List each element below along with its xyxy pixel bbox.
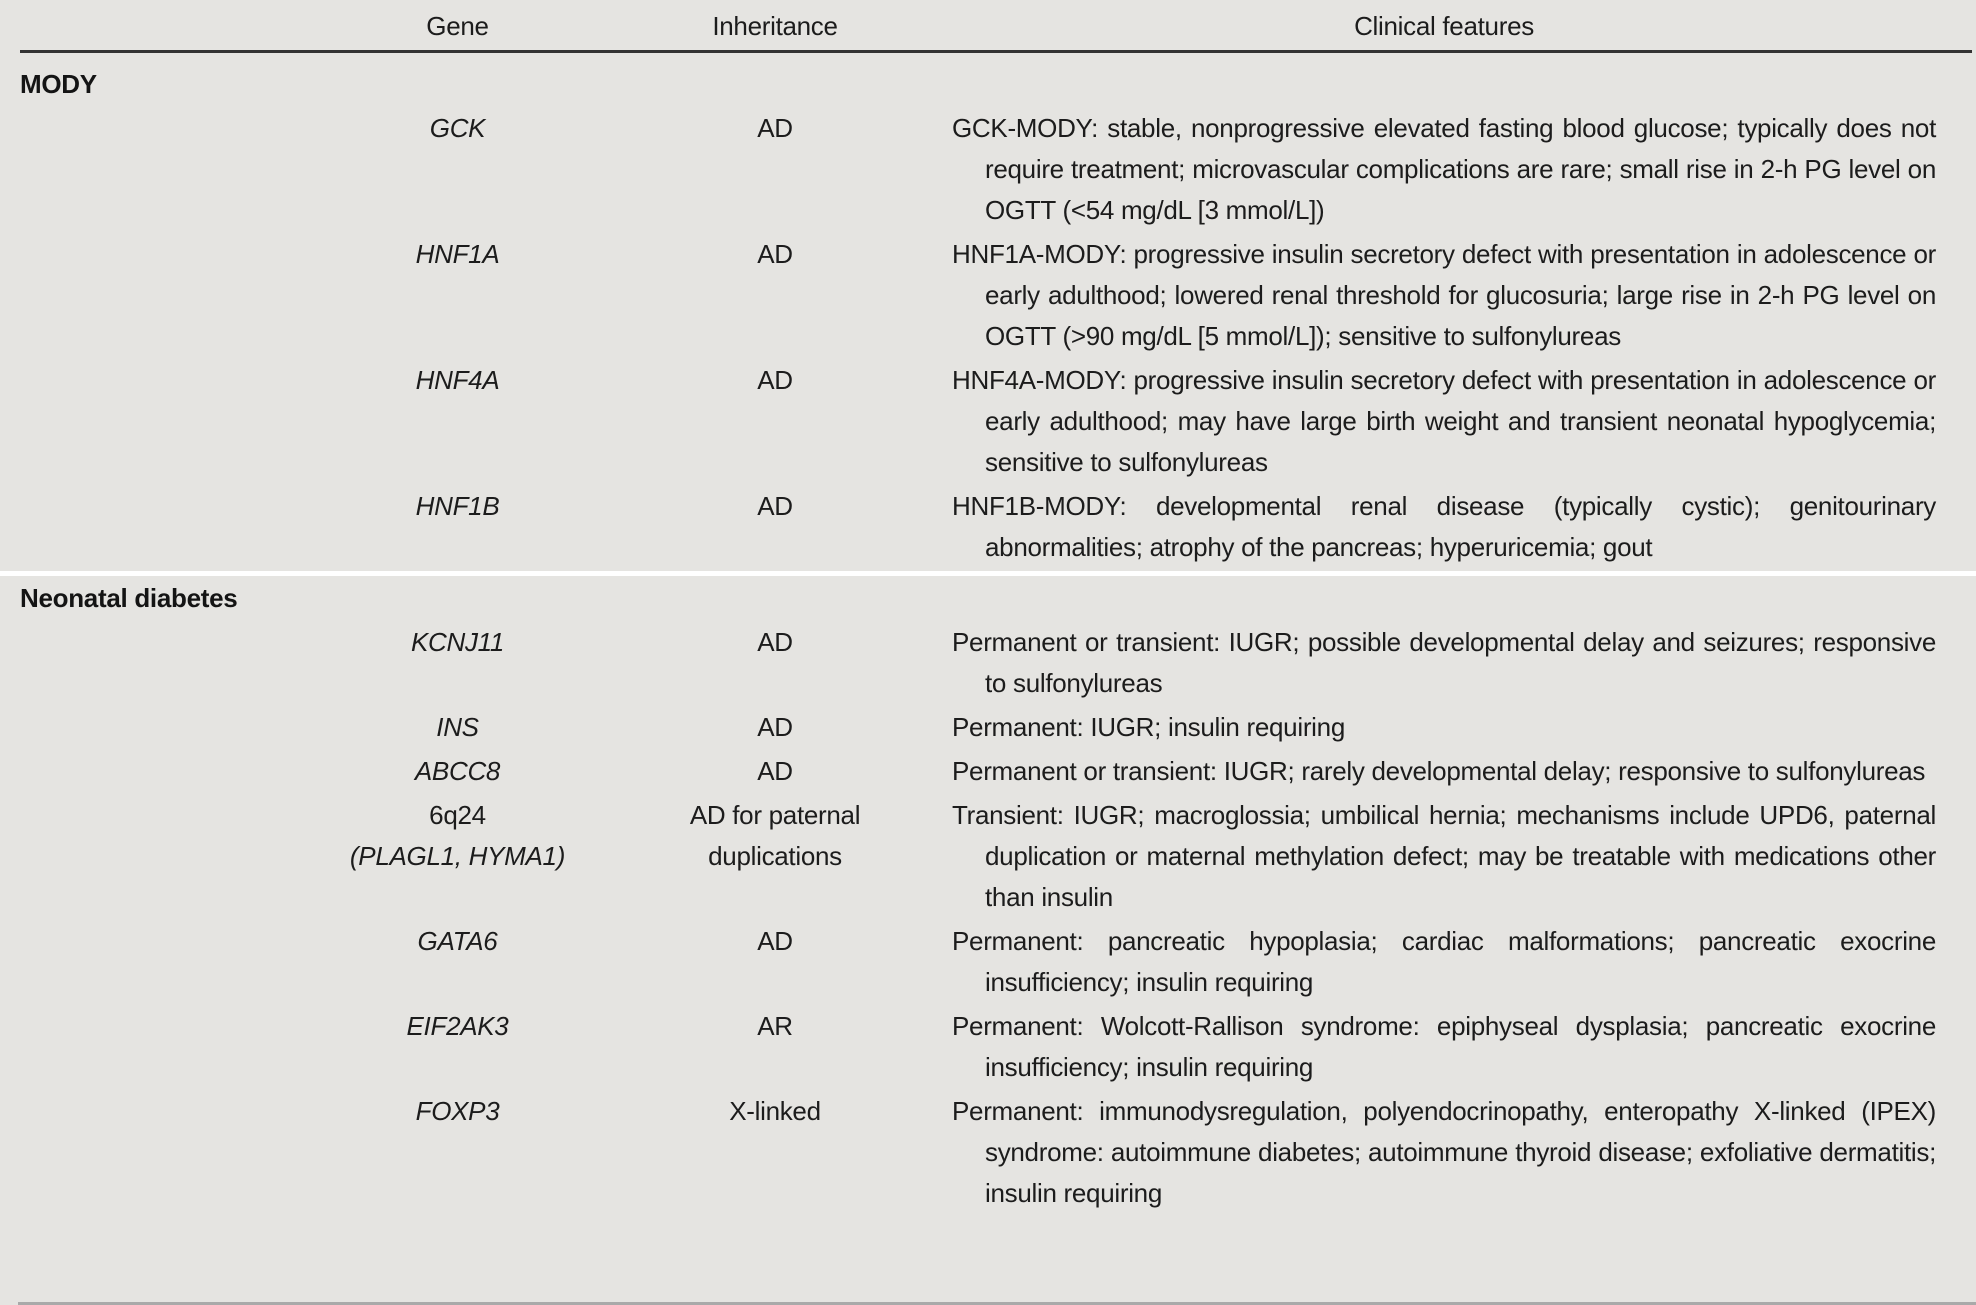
gene-cell (240, 622, 675, 704)
column-header-clinical-features: Clinical features (1354, 11, 1534, 41)
inheritance-cell: AD (757, 712, 793, 742)
section-rows (0, 108, 1976, 568)
inheritance-cell: AD (757, 926, 793, 956)
clinical-cell: Permanent: IUGR; insulin requiring (952, 712, 1345, 742)
table-row (0, 707, 1976, 748)
gene-name: EIF2AK3 (406, 1011, 509, 1041)
gene-name: ABCC8 (414, 756, 501, 786)
clinical-cell: Permanent or transient: IUGR; rarely developmental delay; responsive to sulfonylureas (952, 756, 1926, 786)
gene-cell (240, 795, 675, 918)
inheritance-cell: AD for paternal duplications (689, 800, 861, 871)
table-row (0, 622, 1976, 704)
table-row (0, 108, 1976, 231)
table-row (0, 1006, 1976, 1088)
clinical-cell: HNF4A-MODY: progressive insulin secretory defect with presentation in adolescence or early adulthood; may have large birth weight and transient neonatal hypoglycemia; sensitive to sulfonylureas (952, 365, 1936, 477)
table-row (0, 486, 1976, 568)
table-row (0, 234, 1976, 357)
gene-name: HNF4A (415, 365, 500, 395)
gene-name: KCNJ11 (410, 627, 505, 657)
clinical-cell: HNF1A-MODY: progressive insulin secretory defect with presentation in adolescence or early adulthood; lowered renal threshold for glucosuria; large rise in 2-h PG level on OGTT (>90 mg/dL [5 mmol/L]); sensitive to sulfonylureas (952, 239, 1936, 351)
table-row (0, 921, 1976, 1003)
gene-cell (240, 360, 675, 483)
gene-cell (240, 234, 675, 357)
gene-name: GCK (429, 113, 486, 143)
table-section (0, 64, 1976, 568)
column-header-inheritance: Inheritance (712, 11, 838, 41)
section-title: MODY (20, 69, 97, 99)
gene-name: 6q24 (429, 800, 486, 830)
gene-cell (240, 108, 675, 231)
table-section (0, 571, 1976, 1214)
inheritance-cell: AD (757, 239, 793, 269)
inheritance-cell: X-linked (729, 1096, 821, 1126)
table-row (0, 795, 1976, 918)
gene-cell (240, 1091, 675, 1214)
clinical-cell: Permanent: Wolcott-Rallison syndrome: epiphyseal dysplasia; pancreatic exocrine insufficiency; insulin requiring (952, 1011, 1936, 1082)
clinical-cell: Permanent: immunodysregulation, polyendocrinopathy, enteropathy X-linked (IPEX) syndrome: autoimmune diabetes; autoimmune thyroid disease; exfoliative dermatitis; insulin requiring (952, 1096, 1936, 1208)
gene-cell (240, 707, 675, 748)
inheritance-cell: AD (757, 365, 793, 395)
table-row (0, 751, 1976, 792)
inheritance-cell: AD (757, 113, 793, 143)
gene-name: HNF1B (415, 491, 500, 521)
clinical-cell: GCK-MODY: stable, nonprogressive elevated fasting blood glucose; typically does not require treatment; microvascular complications are rare; small rise in 2-h PG level on OGTT (<54 mg/dL [3 mmol/L]) (952, 113, 1936, 225)
table-body (0, 64, 1976, 1214)
gene-cell (240, 921, 675, 1003)
table-row (0, 1091, 1976, 1214)
gene-name: INS (436, 712, 479, 742)
clinical-cell: Transient: IUGR; macroglossia; umbilical hernia; mechanisms include UPD6, paternal duplication or maternal methylation defect; may be treatable with medications other than insulin (952, 800, 1936, 912)
clinical-cell: Permanent: pancreatic hypoplasia; cardiac malformations; pancreatic exocrine insufficiency; insulin requiring (952, 926, 1936, 997)
inheritance-cell: AR (757, 1011, 793, 1041)
section-rows (0, 622, 1976, 1214)
section-title: Neonatal diabetes (20, 583, 238, 613)
table-header-row (0, 0, 1976, 50)
clinical-cell: Permanent or transient: IUGR; possible developmental delay and seizures; responsive to sulfonylureas (952, 627, 1936, 698)
gene-name: (PLAGL1, HYMA1) (349, 841, 566, 871)
inheritance-cell: AD (757, 627, 793, 657)
inheritance-cell: AD (757, 491, 793, 521)
column-header-gene: Gene (426, 11, 489, 41)
gene-cell (240, 751, 675, 792)
gene-name: FOXP3 (415, 1096, 500, 1126)
clinical-cell: HNF1B-MODY: developmental renal disease (typically cystic); genitourinary abnormalities; atrophy of the pancreas; hyperuricemia; gout (952, 491, 1936, 562)
inheritance-cell: AD (757, 756, 793, 786)
gene-cell (240, 486, 675, 568)
table-row (0, 360, 1976, 483)
gene-name: HNF1A (415, 239, 500, 269)
header-divider-rule (20, 50, 1972, 53)
gene-name: GATA6 (417, 926, 498, 956)
gene-cell (240, 1006, 675, 1088)
header-spacer (0, 6, 240, 50)
